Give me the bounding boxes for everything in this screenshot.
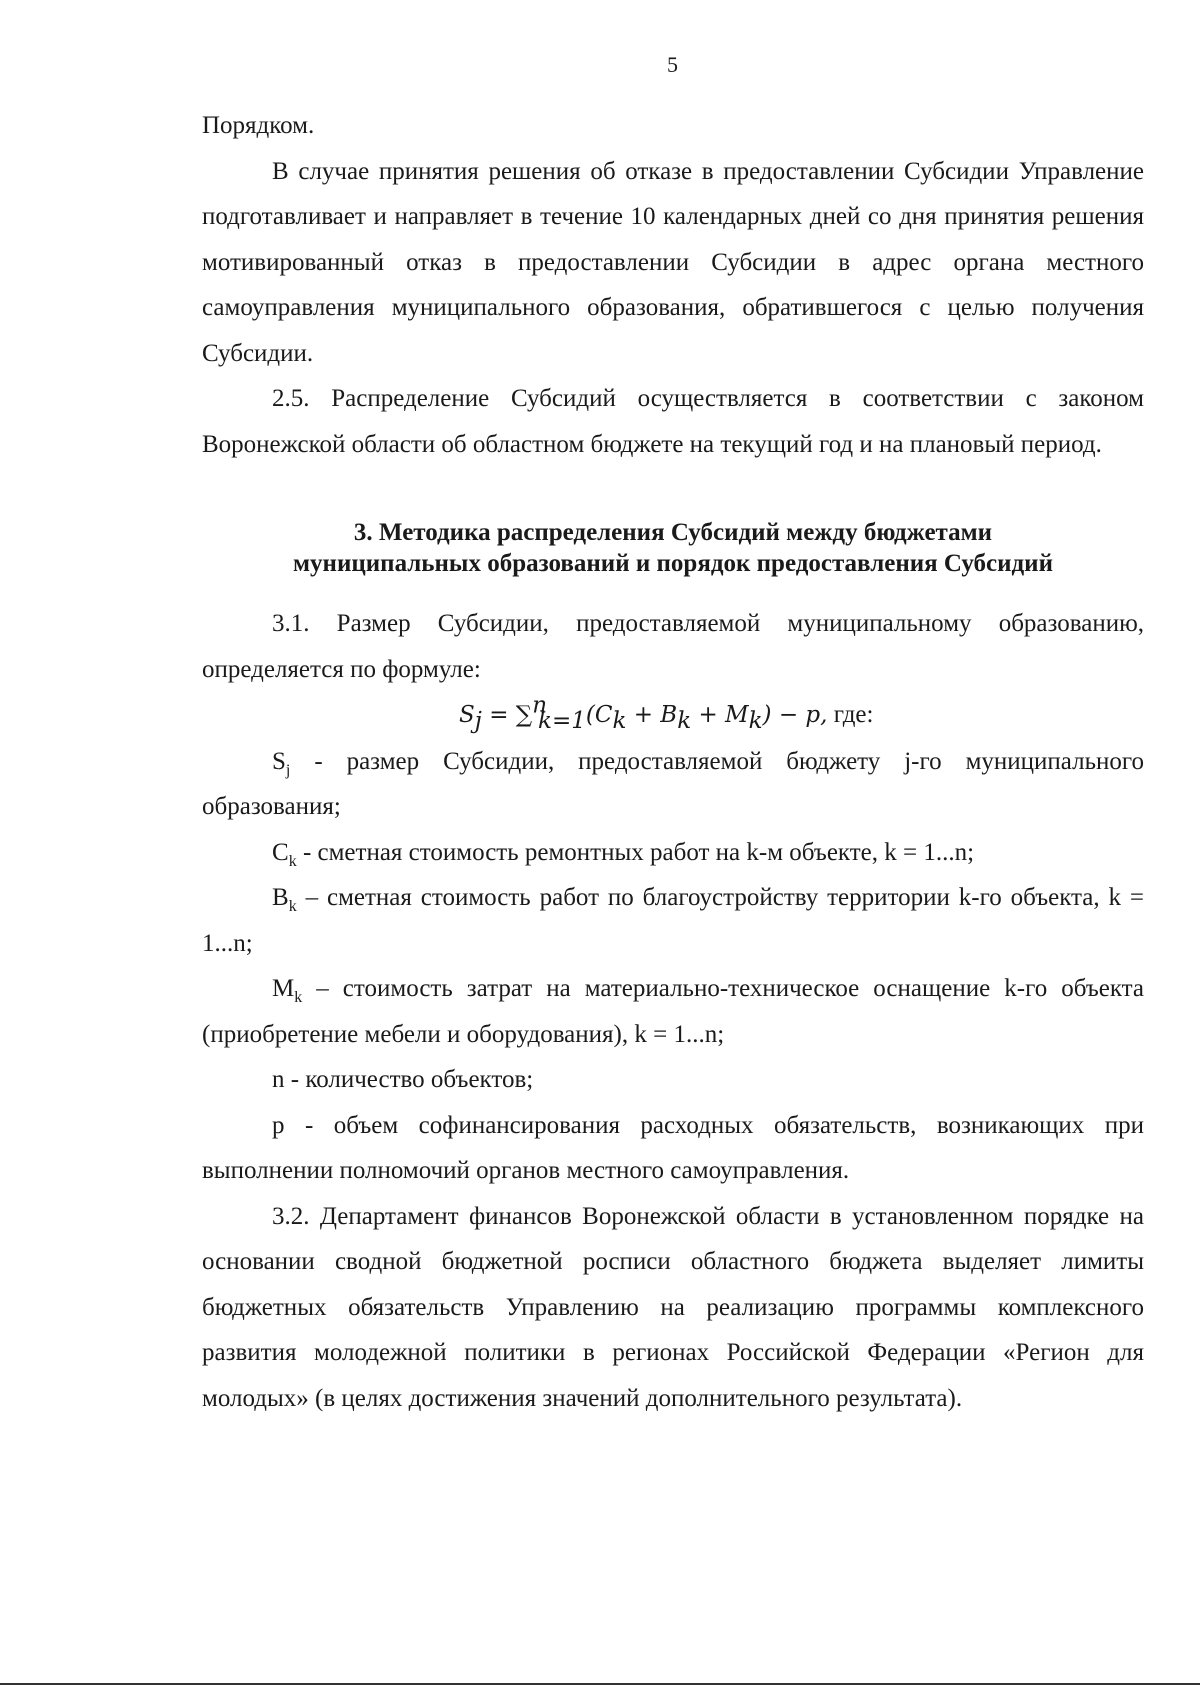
bk-subscript: k: [288, 898, 297, 915]
formula-close: ) − p,: [762, 702, 828, 728]
definition-n: n - количество объектов;: [272, 1066, 534, 1093]
paragraph-2-5: 2.5. Распределение Субсидий осуществляется в соответствии с законом Воронежской области об областном бюджете на текущий год и на плановый период.: [202, 385, 1144, 458]
bk-symbol: B: [272, 884, 289, 911]
formula-c-sub: k: [612, 708, 627, 734]
section-3-heading: [202, 517, 1144, 579]
formula-tail: где:: [827, 701, 874, 728]
formula-eq: = ∑: [481, 702, 533, 728]
mk-subscript: k: [294, 989, 303, 1006]
mk-symbol: M: [272, 975, 295, 1002]
definition-p: p - объем софинансирования расходных обязательств, возникающих при выполнении полномочий органов местного самоуправления.: [202, 1111, 1144, 1184]
page-number: 5: [667, 52, 678, 77]
section-3-heading-line2: муниципальных образований и порядок предоставления Субсидий: [293, 550, 1053, 577]
section-3-heading-line1: 3. Методика распределения Субсидий между бюджетами: [353, 519, 993, 546]
ck-symbol: C: [272, 838, 289, 866]
formula-sum-sub: k=1: [538, 708, 586, 734]
page-bottom-rule: [0, 1683, 1200, 1685]
paragraph-3-1: 3.1. Размер Субсидии, предоставляемой муниципальному образованию, определяется по формуле:: [202, 610, 1144, 683]
formula-lhs-sub: j: [474, 708, 482, 734]
document-body: [202, 103, 1144, 1421]
paragraph-refusal: В случае принятия решения об отказе в предоставлении Субсидии Управление подготавливает и направляет в течение 10 календарных дней со дня принятия решения мотивированный отказ в предоставлении Субсидии в адрес органа местного самоуправления муниципального образования, обратившегося с целью получения Субсидии.: [202, 157, 1144, 367]
bk-text: – сметная стоимость работ по благоустройству территории k-го объекта, k = 1...n;: [202, 884, 1144, 957]
formula-sum-sup: n: [532, 692, 548, 719]
ck-subscript: k: [288, 852, 297, 870]
sj-subscript: j: [285, 761, 291, 779]
paragraph-3-2: 3.2. Департамент финансов Воронежской области в установленном порядке на основании сводной бюджетной росписи областного бюджета выделяет лимиты бюджетных обязательств Управлению на реализацию программы комплексного развития молодежной политики в регионах Российской Федерации «Регион для молодых» (в целях достижения значений дополнительного результата).: [202, 1202, 1144, 1412]
formula-m-sub: k: [748, 708, 763, 734]
definition-sj: [202, 739, 1144, 830]
formula-b-sub: k: [677, 708, 692, 734]
formula-b: + B: [626, 702, 678, 728]
formula-m: + M: [691, 702, 749, 728]
definition-mk: [202, 966, 1144, 1057]
formula-c: (C: [585, 702, 613, 728]
paragraph-continuation: Порядком.: [202, 112, 315, 139]
formula-lhs: S: [459, 702, 475, 728]
definition-ck: [202, 830, 1144, 876]
definition-bk: [202, 875, 1144, 966]
subsidy-formula: [202, 692, 1144, 739]
sj-text: - размер Субсидии, предоставляемой бюджету j-го муниципального образования;: [202, 747, 1144, 820]
mk-text: – стоимость затрат на материально-техническое оснащение k-го объекта (приобретение мебели и оборудования), k = 1...n;: [202, 975, 1144, 1048]
ck-text: - сметная стоимость ремонтных работ на k-м объекте, k = 1...n;: [296, 838, 975, 866]
sj-symbol: S: [272, 747, 286, 775]
